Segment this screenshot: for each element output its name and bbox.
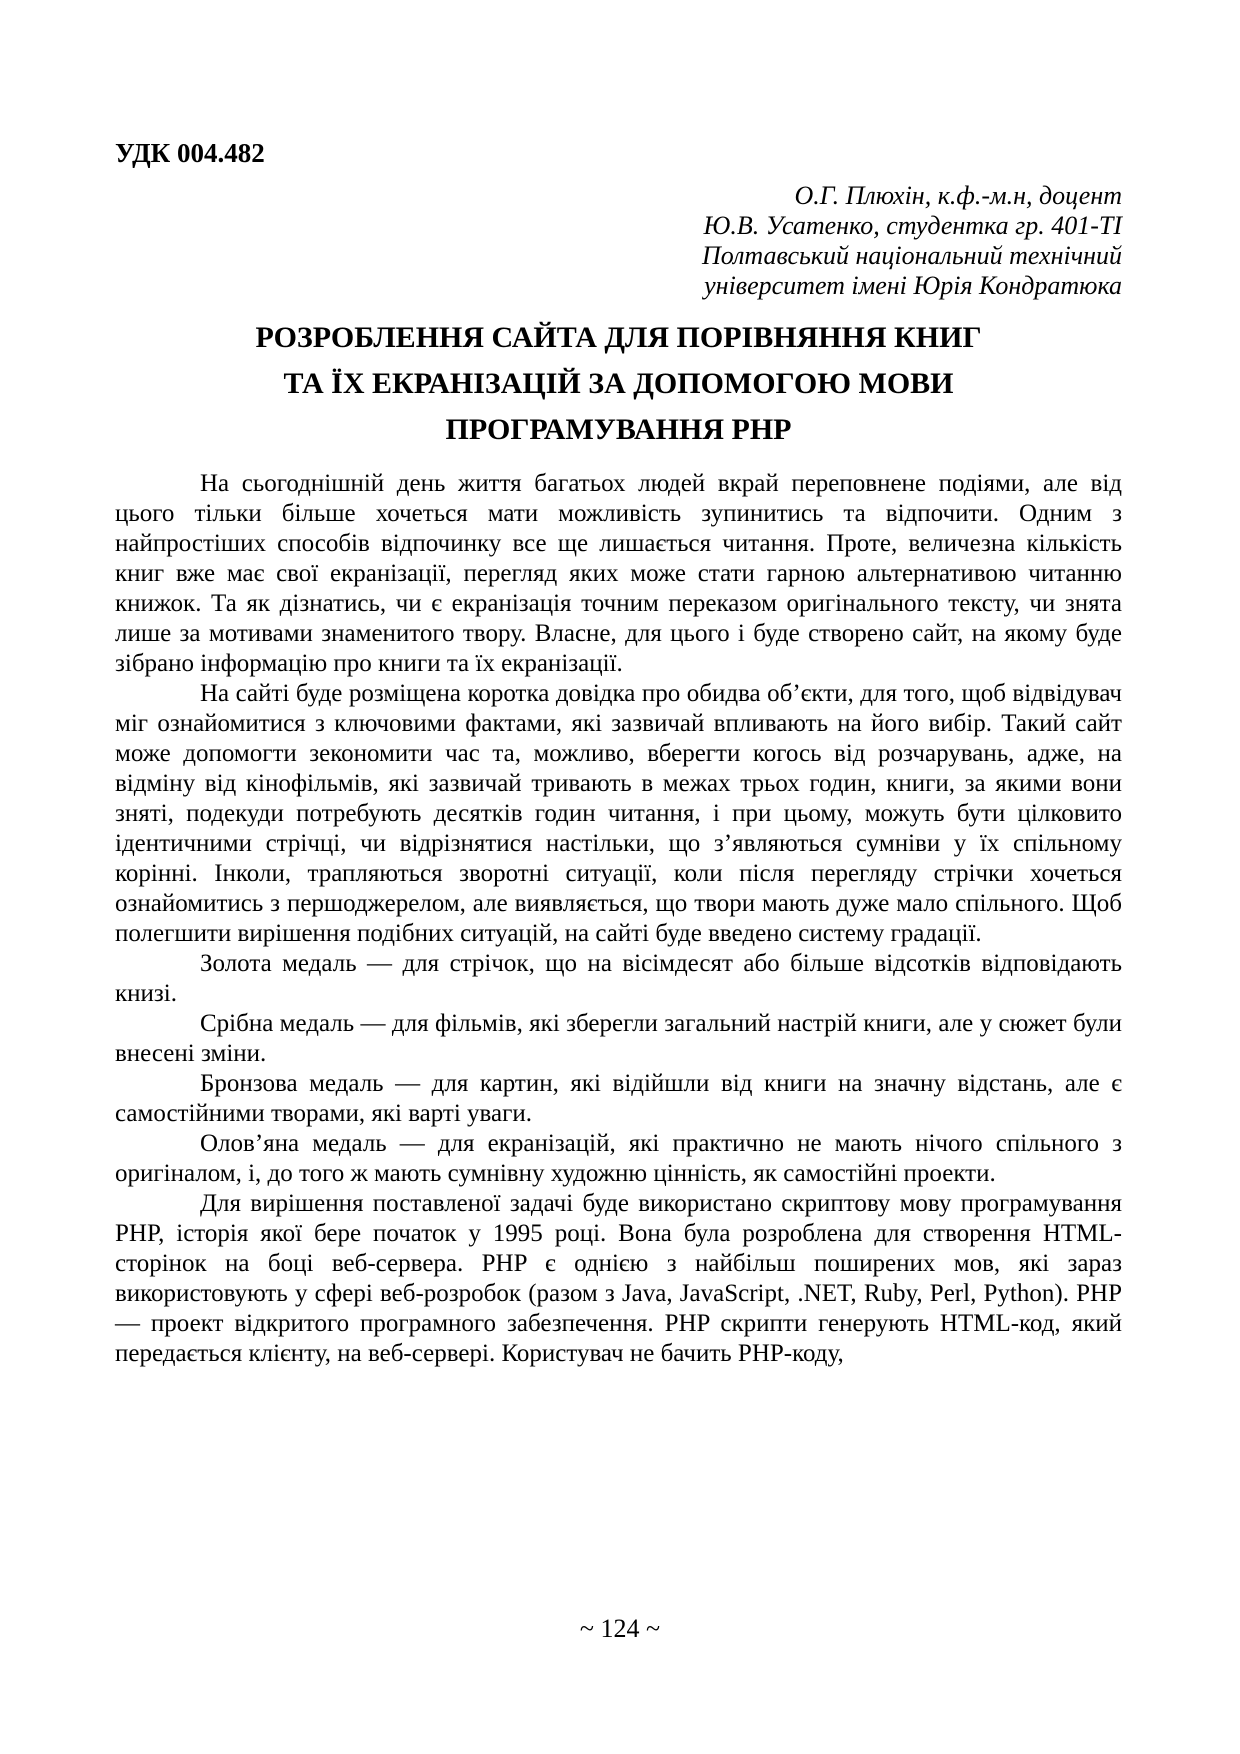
- udc-code: УДК 004.482: [115, 138, 265, 168]
- author-block: [115, 181, 1122, 301]
- paragraph-silver-medal: Срібна медаль — для фільмів, які зберегли загальний настрій книги, але у сюжет були внесені зміни.: [115, 1010, 1122, 1067]
- paper-title: [115, 315, 1122, 453]
- author-line-2: Ю.В. Усатенко, студентка гр. 401-ТІ: [703, 211, 1122, 240]
- affiliation-line-1: Полтавський національний технічний: [701, 241, 1122, 270]
- paper-title-line-1: РОЗРОБЛЕННЯ САЙТА ДЛЯ ПОРІВНЯННЯ КНИГ: [255, 321, 982, 354]
- paragraph-gold-medal: Золота медаль — для стрічок, що на вісімдесят або більше відсотків відповідають книзі.: [115, 950, 1122, 1007]
- author-line-1: О.Г. Плюхін, к.ф.-м.н, доцент: [794, 181, 1122, 210]
- paragraph-bronze-medal: Бронзова медаль — для картин, які відійшли від книги на значну відстань, але є самостійними творами, які варті уваги.: [115, 1070, 1122, 1127]
- paper-title-line-3: ПРОГРАМУВАННЯ PHP: [445, 413, 792, 446]
- paragraph-php: Для вирішення поставленої задачі буде використано скриптову мову програмування PHP, історія якої бере початок у 1995 році. Вона була розроблена для створення HTML-сторінок на боці веб-сервера. PHP є однією з найбільш поширених мов, які зараз використовують у сфері веб-розробок (разом з Java, JavaScript, .NET, Ruby, Perl, Python). PHP — проект відкритого програмного забезпечення. PHP скрипти генерують HTML-код, який передається клієнту, на веб-сервері. Користувач не бачить PHP-коду,: [115, 1190, 1122, 1367]
- paragraph-tin-medal: Олов’яна медаль — для екранізацій, які практично не мають нічого спільного з оригіналом, і, до того ж мають сумнівну художню цінність, як самостійні проекти.: [115, 1130, 1122, 1187]
- paragraph-site-description: На сайті буде розміщена коротка довідка про обидва об’єкти, для того, щоб відвідувач міг ознайомитися з ключовими фактами, які зазвичай впливають на його вибір. Такий сайт може допомогти зекономити час та, можливо, вберегти когось від розчарувань, адже, на відміну від кінофільмів, які зазвичай тривають в межах трьох годин, книги, за якими вони зняті, подекуди потребують десятків годин читання, і при цьому, можуть бути цілковито ідентичними стрічці, чи відрізнятися настільки, що з’являються сумніви у їх спільному корінні. Інколи, трапляються зворотні ситуації, коли після перегляду стрічки хочеться ознайомитись з першоджерелом, але виявляється, що твори мають дуже мало спільного. Щоб полегшити вирішення подібних ситуацій, на сайті буде введено систему градації.: [115, 680, 1122, 947]
- affiliation-line-2: університет імені Юрія Кондратюка: [704, 271, 1122, 300]
- article-body: [115, 469, 1122, 1369]
- paragraph-intro: На сьогоднішній день життя багатьох людей вкрай переповнене подіями, але від цього тільки більше хочеться мати можливість зупинитись та відпочити. Одним з найпростіших способів відпочинку все ще лишається читання. Проте, величезна кількість книг вже має свої екранізації, перегляд яких може стати гарною альтернативою читанню книжок. Та як дізнатись, чи є екранізація точним переказом оригінального тексту, чи знята лише за мотивами знаменитого твору. Власне, для цього і буде створено сайт, на якому буде зібрано інформацію про книги та їх екранізації.: [115, 470, 1122, 677]
- paper-title-line-2: ТА ЇХ ЕКРАНІЗАЦІЙ ЗА ДОПОМОГОЮ МОВИ: [283, 367, 954, 400]
- page-number: ~ 124 ~: [579, 1614, 661, 1643]
